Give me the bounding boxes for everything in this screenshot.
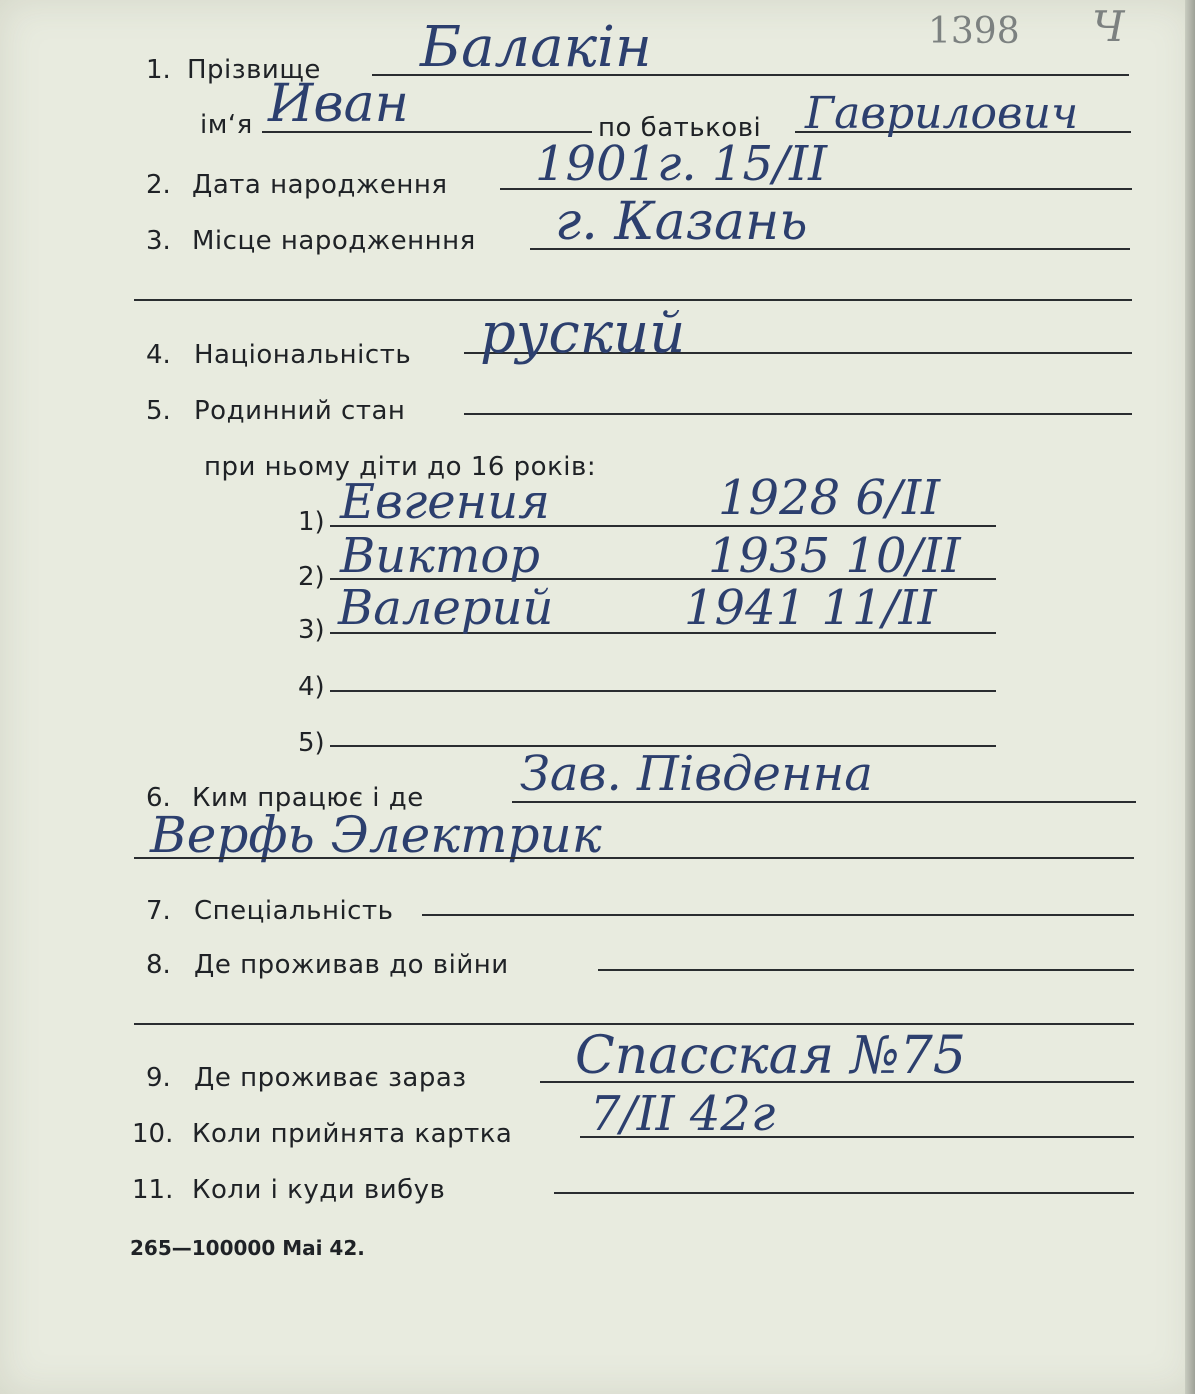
- first-name-handwritten: Иван: [268, 74, 409, 134]
- field-number-4: 4.: [146, 340, 171, 370]
- departure-label: Коли і куди вибув: [192, 1175, 446, 1205]
- work-handwritten-2: Верфь Электрик: [150, 806, 602, 864]
- departure-line: [554, 1192, 1134, 1194]
- birth-date-handwritten: 1901г. 15/ІІ: [535, 136, 828, 192]
- field-number-1: 1.: [146, 55, 171, 85]
- specialty-line: [422, 914, 1134, 916]
- prewar-residence-label: Де проживав до війни: [194, 950, 509, 980]
- child-index-4: 4): [298, 672, 325, 702]
- patronymic-label: по батькові: [598, 113, 762, 143]
- child-index-5: 5): [298, 728, 325, 758]
- child2-name-handwritten: Виктор: [340, 528, 540, 584]
- current-residence-label: Де проживає зараз: [194, 1063, 467, 1093]
- print-imprint: 265—100000 Mai 42.: [130, 1236, 365, 1260]
- birth-place-handwritten: г. Казань: [555, 192, 808, 252]
- work-line-2: [134, 857, 1134, 859]
- child1-date-handwritten: 1928 6/ІІ: [718, 470, 941, 526]
- children-label: при ньому діти до 16 років:: [204, 452, 597, 482]
- card-mark-pencil: Ч: [1092, 2, 1125, 51]
- field-number-10: 10.: [132, 1119, 174, 1149]
- specialty-label: Спеціальність: [194, 896, 394, 926]
- child3-name-handwritten: Валерий: [338, 580, 554, 636]
- field-number-6: 6.: [146, 783, 171, 813]
- child-index-2: 2): [298, 562, 325, 592]
- child2-date-handwritten: 1935 10/ІІ: [708, 528, 961, 584]
- birth-place-label: Місце народженння: [192, 226, 476, 256]
- field-number-7: 7.: [146, 896, 171, 926]
- field-number-9: 9.: [146, 1063, 171, 1093]
- prewar-residence-line-2: [134, 1023, 1134, 1025]
- surname-label: Прізвище: [187, 55, 321, 85]
- work-handwritten-1: Зав. Південна: [520, 746, 873, 802]
- field-number-3: 3.: [146, 226, 171, 256]
- birth-date-label: Дата народження: [192, 170, 448, 200]
- patronymic-handwritten: Гаврилович: [805, 88, 1079, 139]
- field-number-5: 5.: [146, 396, 171, 426]
- child-index-1: 1): [298, 507, 325, 537]
- prewar-residence-line: [598, 969, 1134, 971]
- child1-name-handwritten: Евгения: [340, 474, 550, 530]
- card-date-handwritten: 7/ІІ 42г: [590, 1086, 776, 1142]
- marital-status-line: [464, 413, 1132, 415]
- first-name-label: ім‘я: [200, 110, 253, 140]
- work-label: Ким працює і де: [192, 783, 424, 813]
- field-number-8: 8.: [146, 950, 171, 980]
- child3-date-handwritten: 1941 11/ІІ: [684, 580, 937, 636]
- surname-handwritten: Балакін: [420, 15, 652, 80]
- nationality-handwritten: руский: [480, 301, 686, 366]
- address-handwritten: Спасская №75: [575, 1026, 966, 1086]
- card-number-pencil: 1398: [928, 11, 1020, 52]
- marital-status-label: Родинний стан: [194, 396, 406, 426]
- card-accepted-label: Коли прийнята картка: [192, 1119, 513, 1149]
- nationality-label: Національність: [194, 340, 412, 370]
- child-line-4: [330, 690, 996, 692]
- field-number-11: 11.: [132, 1175, 174, 1205]
- child-index-3: 3): [298, 615, 325, 645]
- field-number-2: 2.: [146, 170, 171, 200]
